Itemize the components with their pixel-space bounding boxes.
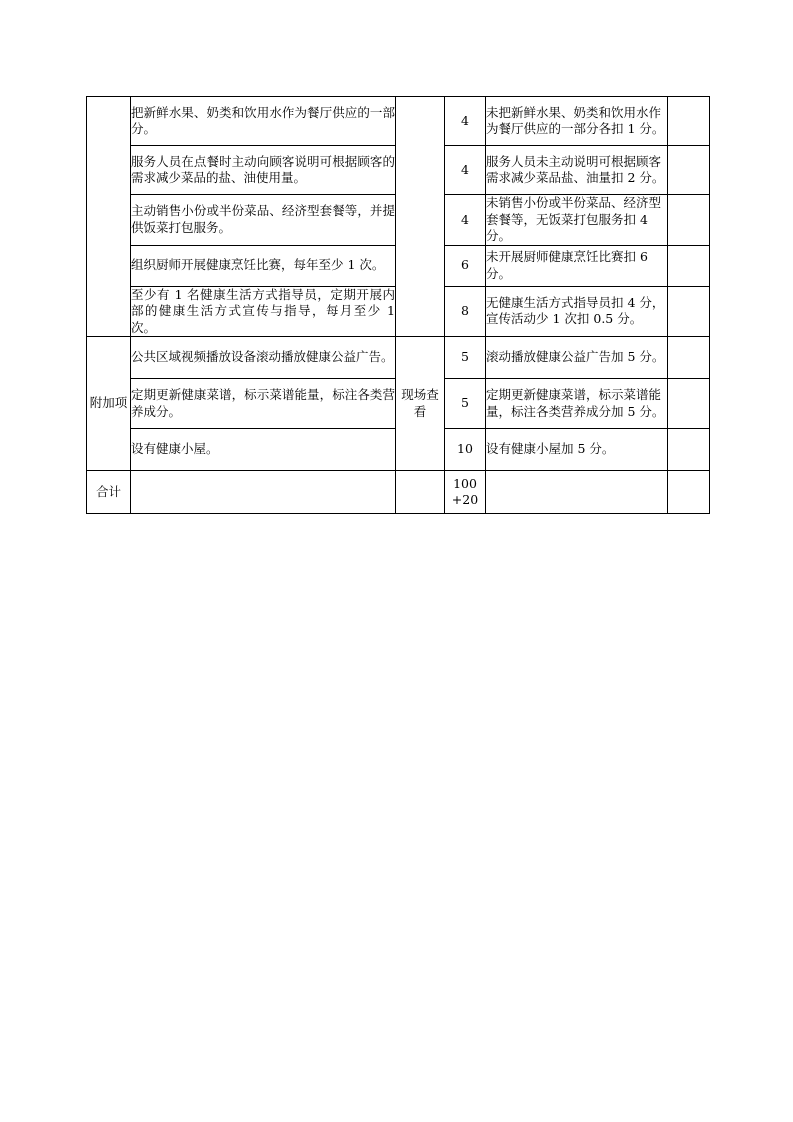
- remark-cell: [668, 146, 710, 195]
- remark-cell: [668, 429, 710, 471]
- total-content: [131, 471, 396, 514]
- total-method: [396, 471, 445, 514]
- remark-cell: [668, 471, 710, 514]
- item-score: 4: [445, 195, 486, 246]
- category-cell: [87, 97, 131, 337]
- table-row: [87, 97, 710, 146]
- item-content: 组织厨师开展健康烹饪比赛，每年至少 1 次。: [131, 245, 396, 286]
- remark-cell: [668, 286, 710, 337]
- total-row: [87, 471, 710, 514]
- total-score: 100 +20: [445, 471, 486, 514]
- item-score: 4: [445, 146, 486, 195]
- remark-cell: [668, 245, 710, 286]
- scoring-table: [86, 96, 710, 514]
- item-content: 把新鲜水果、奶类和饮用水作为餐厅供应的一部分。: [131, 97, 396, 146]
- extra-rule: 定期更新健康菜谱，标示菜谱能量，标注各类营养成分加 5 分。: [486, 379, 668, 429]
- item-rule: 未销售小份或半份菜品、经济型套餐等，无饭菜打包服务扣 4 分。: [486, 195, 668, 246]
- extra-content: 定期更新健康菜谱，标示菜谱能量，标注各类营养成分。: [131, 379, 396, 429]
- item-score: 8: [445, 286, 486, 337]
- item-content: 服务人员在点餐时主动向顾客说明可根据顾客的需求减少菜品的盐、油使用量。: [131, 146, 396, 195]
- extra-rule: 滚动播放健康公益广告加 5 分。: [486, 337, 668, 379]
- item-score: 6: [445, 245, 486, 286]
- remark-cell: [668, 337, 710, 379]
- item-content: 主动销售小份或半份菜品、经济型套餐等，并提供饭菜打包服务。: [131, 195, 396, 246]
- item-rule: 服务人员未主动说明可根据顾客需求减少菜品盐、油量扣 2 分。: [486, 146, 668, 195]
- remark-cell: [668, 195, 710, 246]
- item-content: 至少有 1 名健康生活方式指导员，定期开展内部的健康生活方式宣传与指导，每月至少 1 次。: [131, 286, 395, 335]
- item-rule: 无健康生活方式指导员扣 4 分，宣传活动少 1 次扣 0.5 分。: [486, 286, 668, 337]
- extra-score: 10: [445, 429, 486, 471]
- method-cell: [396, 97, 445, 337]
- total-label: 合计: [87, 471, 131, 514]
- extra-content: 公共区域视频播放设备滚动播放健康公益广告。: [131, 337, 396, 379]
- item-rule: 未开展厨师健康烹饪比赛扣 6 分。: [486, 245, 668, 286]
- item-score: 4: [445, 97, 486, 146]
- remark-cell: [668, 97, 710, 146]
- item-rule: 未把新鲜水果、奶类和饮用水作为餐厅供应的一部分各扣 1 分。: [486, 97, 668, 146]
- total-rule: [486, 471, 668, 514]
- extra-category: 附加项: [87, 337, 131, 471]
- extra-score: 5: [445, 337, 486, 379]
- extra-content: 设有健康小屋。: [131, 429, 396, 471]
- extra-rule: 设有健康小屋加 5 分。: [486, 429, 668, 471]
- remark-cell: [668, 379, 710, 429]
- table-row: [87, 337, 710, 379]
- extra-score: 5: [445, 379, 486, 429]
- extra-method: 现场查看: [396, 337, 445, 471]
